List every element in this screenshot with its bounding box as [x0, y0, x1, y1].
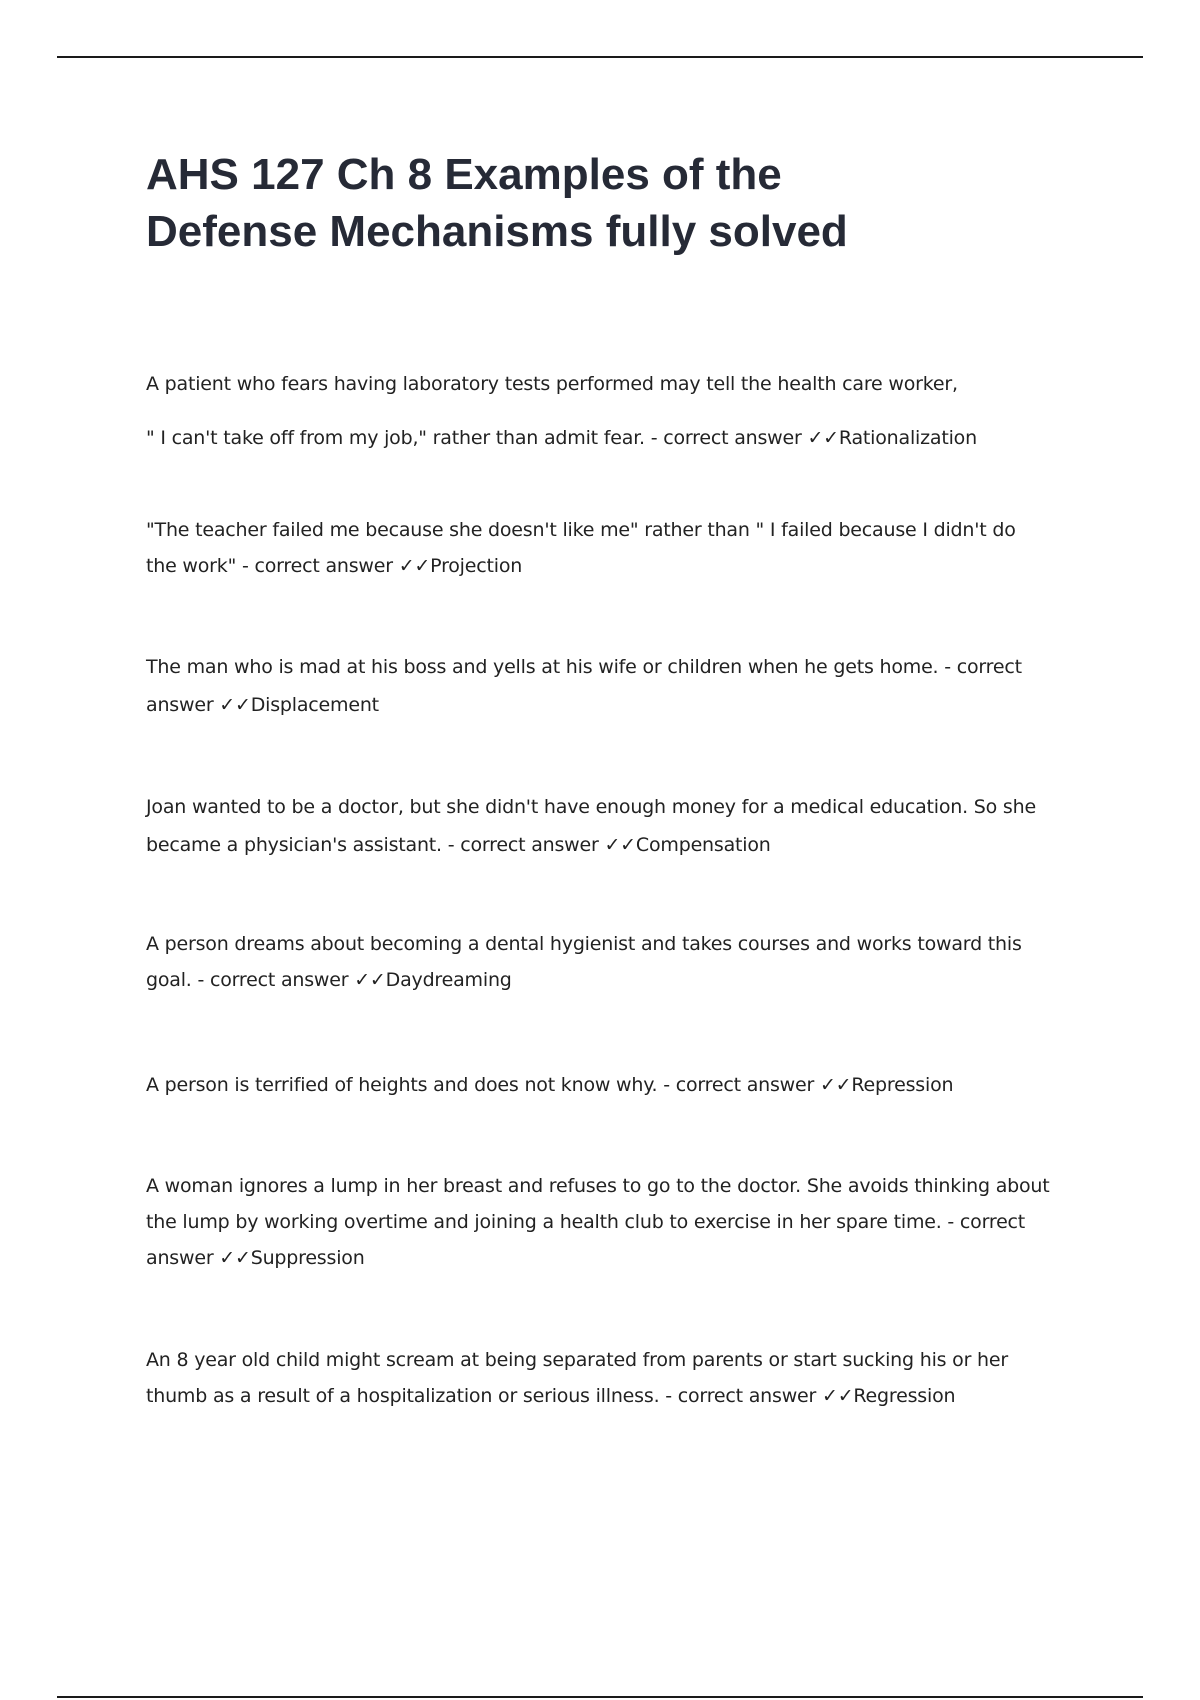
qa-line: the work" - correct answer ✓✓Projection	[146, 555, 523, 577]
qa-line: the lump by working overtime and joining a health club to exercise in her spare time. - correct	[146, 1211, 1026, 1233]
qa-line: A patient who fears having laboratory tests performed may tell the health care worker,	[146, 373, 958, 395]
qa-line: Joan wanted to be a doctor, but she didn't have enough money for a medical education. So she	[146, 796, 1036, 818]
qa-line: A person dreams about becoming a dental hygienist and takes courses and works toward this	[146, 933, 1022, 955]
qa-line: An 8 year old child might scream at being separated from parents or start sucking his or her	[146, 1349, 1009, 1371]
qa-line: A woman ignores a lump in her breast and refuses to go to the doctor. She avoids thinking about	[146, 1175, 1050, 1197]
qa-item-suppression	[146, 1168, 1106, 1276]
qa-item-rationalization	[146, 357, 1106, 465]
qa-line: became a physician's assistant. - correct answer ✓✓Compensation	[146, 834, 771, 856]
bottom-divider	[57, 1696, 1143, 1698]
qa-line: goal. - correct answer ✓✓Daydreaming	[146, 969, 512, 991]
top-divider	[57, 56, 1143, 58]
qa-item-daydreaming	[146, 926, 1106, 998]
qa-line: thumb as a result of a hospitalization or serious illness. - correct answer ✓✓Regression	[146, 1385, 956, 1407]
title-line-2: Defense Mechanisms fully solved	[146, 207, 848, 256]
qa-line: " I can't take off from my job," rather than admit fear. - correct answer ✓✓Rationalization	[146, 427, 977, 449]
qa-line: "The teacher failed me because she doesn't like me" rather than " I failed because I didn't do	[146, 519, 1016, 541]
qa-item-regression	[146, 1342, 1106, 1414]
qa-line: answer ✓✓Suppression	[146, 1247, 365, 1269]
qa-item-compensation	[146, 788, 1106, 864]
title-line-1: AHS 127 Ch 8 Examples of the	[146, 150, 782, 199]
document-title	[146, 146, 1106, 260]
qa-item-displacement	[146, 648, 1106, 724]
qa-item-projection	[146, 512, 1106, 584]
qa-line: The man who is mad at his boss and yells at his wife or children when he gets home. - correct	[146, 656, 1022, 678]
qa-item-repression	[146, 1067, 1106, 1103]
qa-line: A person is terrified of heights and does not know why. - correct answer ✓✓Repression	[146, 1074, 954, 1096]
qa-line: answer ✓✓Displacement	[146, 694, 379, 716]
